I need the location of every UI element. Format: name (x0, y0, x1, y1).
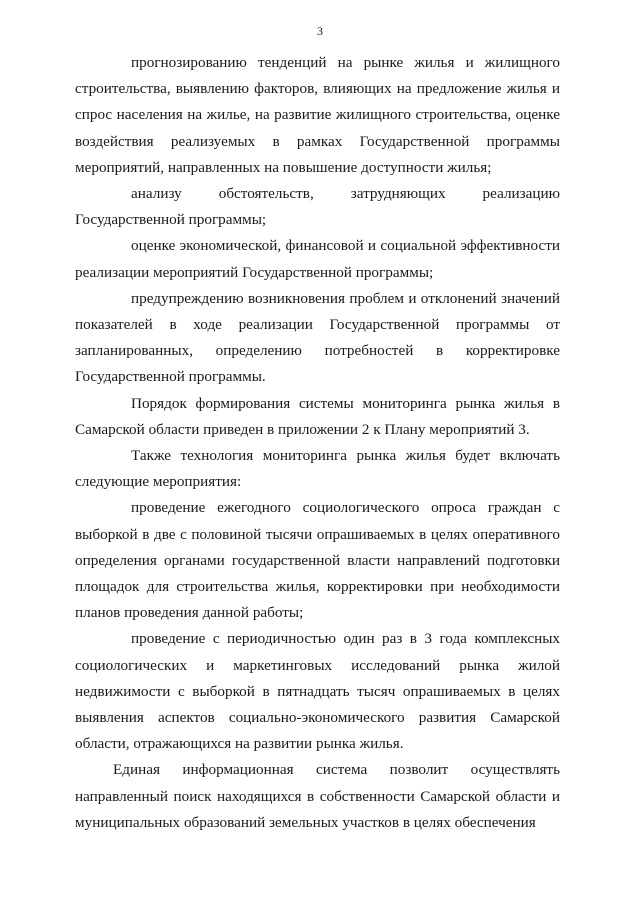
paragraph-analysis: анализу обстоятельств, затрудняющих реализацию Государственной программы; (75, 185, 560, 229)
paragraph-annual-survey: проведение ежегодного социологического опроса граждан с выборкой в две с половиной тысячи опрашиваемых в целях оперативного определения органами государственной власти направлений подготовки площадок для строительства жилья, корректировки при необходимости планов проведения данной работы; (75, 499, 560, 622)
page-number: 3 (317, 24, 323, 38)
paragraph-prevention: предупреждению возникновения проблем и отклонений значений показателей в ходе реализации Государственной программы от запланированных, определению потребностей в корректировке Государственной программы. (75, 289, 560, 386)
paragraph-monitoring-order: Порядок формирования системы мониторинга рынка жилья в Самарской области приведен в приложении 2 к Плану мероприятий 3. (75, 394, 560, 438)
document-body (75, 50, 560, 836)
paragraph-monitoring-technology: Также технология мониторинга рынка жилья будет включать следующие мероприятия: (75, 447, 560, 491)
paragraph-forecasting: прогнозированию тенденций на рынке жилья и жилищного строительства, выявлению факторов, влияющих на предложение жилья и спрос населения на жилье, на развитие жилищного строительства, оценке воздействия реализуемых в рамках Государственной программы мероприятий, направленных на повышение доступности жилья; (75, 54, 560, 176)
paragraph-evaluation: оценке экономической, финансовой и социальной эффективности реализации мероприятий Государственной программы; (75, 237, 560, 281)
paragraph-information-system: Единая информационная система позволит осуществлять направленный поиск находящихся в собственности Самарской области и муниципальных образований земельных участков в целях обеспечения (75, 761, 560, 831)
paragraph-periodic-research: проведение с периодичностью один раз в 3 года комплексных социологических и маркетинговых исследований рынка жилой недвижимости с выборкой в пятнадцать тысяч опрашиваемых в целях выявления аспектов социально-экономического развития Самарской области, отражающихся на развитии рынка жилья. (75, 630, 560, 753)
